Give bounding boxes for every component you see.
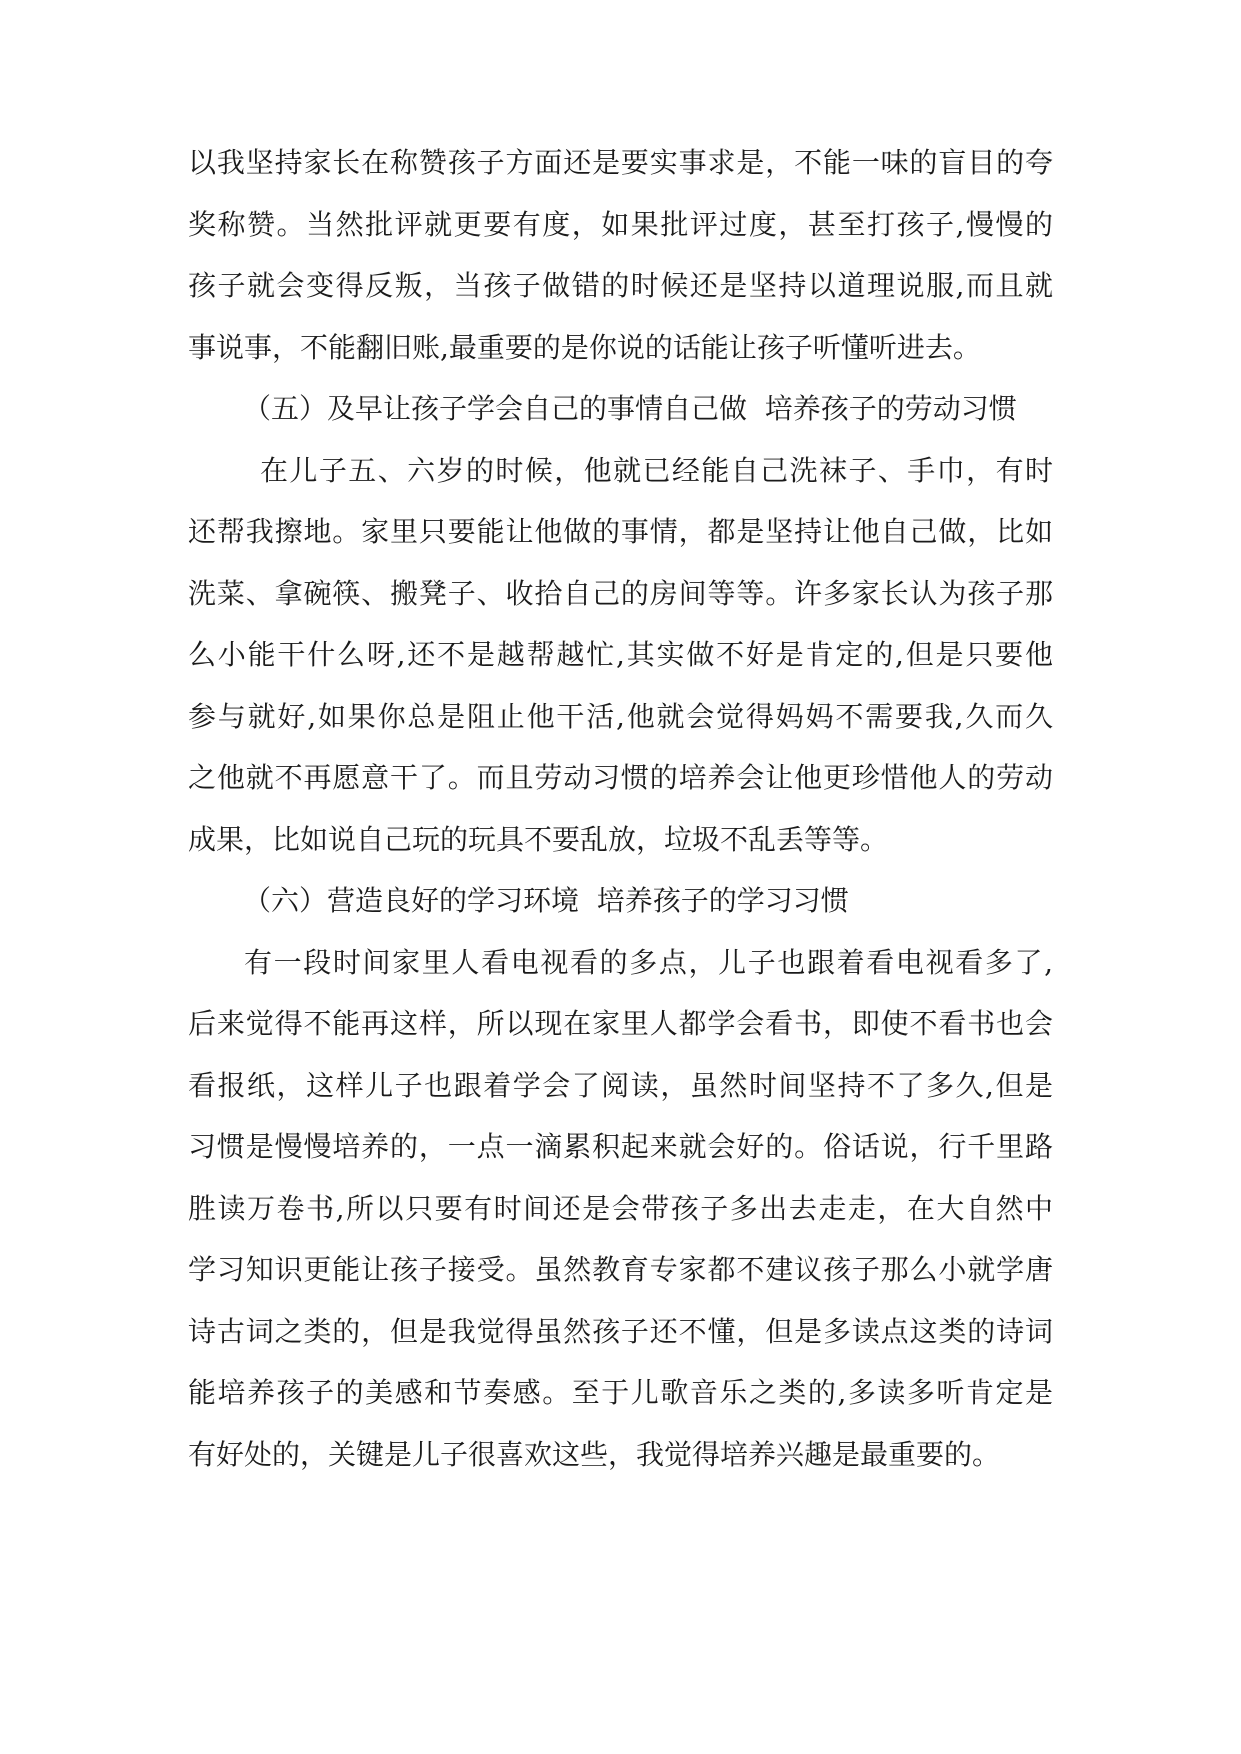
- section-heading-6: （六）营造良好的学习环境 培养孩子的学习习惯: [243, 884, 849, 917]
- text-line: 之他就不再愿意干了。而且劳动习惯的培养会让他更珍惜他人的劳动: [188, 761, 1053, 794]
- text-line: 么小能干什么呀,还不是越帮越忙,其实做不好是肯定的,但是只要他: [188, 638, 1053, 671]
- text-line: 奖称赞。当然批评就更要有度，如果批评过度，甚至打孩子,慢慢的: [188, 207, 1053, 241]
- text-line: 后来觉得不能再这样，所以现在家里人都学会看书，即使不看书也会: [188, 1007, 1053, 1040]
- document-body: [188, 132, 1053, 1485]
- paragraph-intro: [188, 132, 1053, 378]
- text-line: 有好处的，关键是儿子很喜欢这些，我觉得培养兴趣是最重要的。: [188, 1437, 1001, 1471]
- text-line: 在儿子五、六岁的时候，他就已经能自己洗袜子、手巾，有时: [260, 453, 1053, 487]
- text-line: 参与就好,如果你总是阻止他干活,他就会觉得妈妈不需要我,久而久: [188, 699, 1053, 733]
- text-line: 洗菜、拿碗筷、搬凳子、收拾自己的房间等等。许多家长认为孩子那: [188, 576, 1053, 610]
- text-line: 诗古词之类的，但是我觉得虽然孩子还不懂，但是多读点这类的诗词: [188, 1314, 1053, 1348]
- text-line: 成果，比如说自己玩的玩具不要乱放，垃圾不乱丢等等。: [188, 822, 889, 856]
- text-line: 学习知识更能让孩子接受。虽然教育专家都不建议孩子那么小就学唐: [188, 1253, 1053, 1286]
- section-heading-5: （五）及早让孩子学会自己的事情自己做 培养孩子的劳动习惯: [243, 392, 1017, 425]
- text-line: 事说事，不能翻旧账,最重要的是你说的话能让孩子听懂听进去。: [188, 330, 981, 364]
- text-line: 看报纸，这样儿子也跟着学会了阅读，虽然时间坚持不了多久,但是: [188, 1068, 1053, 1102]
- text-line: 胜读万卷书,所以只要有时间还是会带孩子多出去走走，在大自然中: [188, 1191, 1053, 1225]
- text-line: 能培养孩子的美感和节奏感。至于儿歌音乐之类的,多读多听肯定是: [188, 1376, 1053, 1409]
- text-line: 还帮我擦地。家里只要能让他做的事情，都是坚持让他自己做，比如: [188, 515, 1053, 548]
- paragraph-section-5: [188, 440, 1053, 871]
- text-line: 以我坚持家长在称赞孩子方面还是要实事求是，不能一味的盲目的夸: [188, 146, 1053, 179]
- paragraph-section-6: [188, 932, 1053, 1486]
- text-line: 孩子就会变得反叛，当孩子做错的时候还是坚持以道理说服,而且就: [188, 269, 1053, 302]
- text-line: 习惯是慢慢培养的，一点一滴累积起来就会好的。俗话说，行千里路: [188, 1130, 1053, 1163]
- text-line: 有一段时间家里人看电视看的多点，儿子也跟着看电视看多了,: [244, 945, 1053, 979]
